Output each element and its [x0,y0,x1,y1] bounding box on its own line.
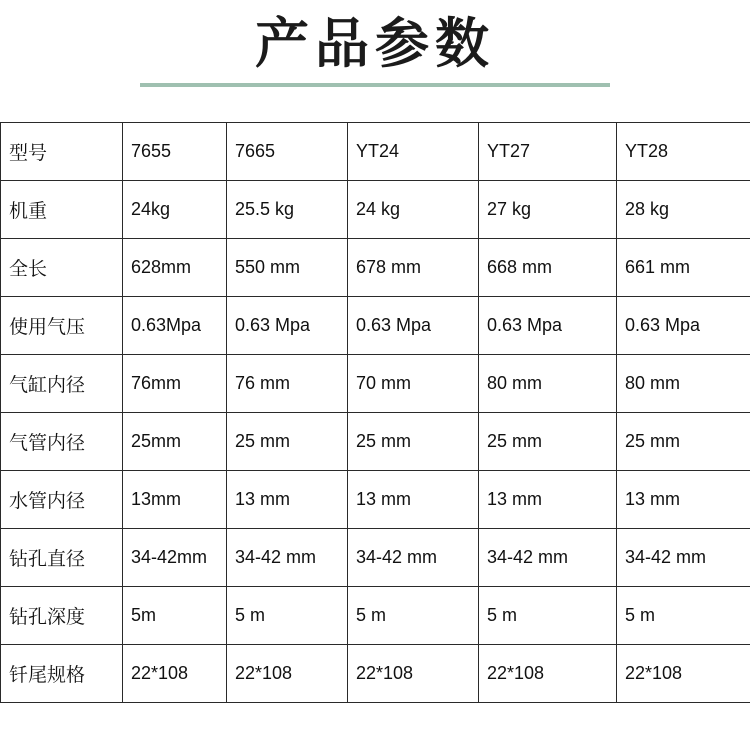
row-label: 钎尾规格 [1,645,123,703]
table-cell: 22*108 [123,645,227,703]
table-cell: 661 mm [617,239,750,297]
table-cell: 27 kg [479,181,617,239]
table-cell: 5 m [617,587,750,645]
table-cell: 5 m [348,587,479,645]
table-cell: 34-42 mm [348,529,479,587]
row-label: 全长 [1,239,123,297]
table-cell: YT28 [617,123,750,181]
spec-table-body [1,123,750,703]
table-cell: 25.5 kg [227,181,348,239]
table-cell: 0.63 Mpa [479,297,617,355]
table-cell: 34-42mm [123,529,227,587]
table-cell: 678 mm [348,239,479,297]
table-cell: 668 mm [479,239,617,297]
table-cell: 76mm [123,355,227,413]
row-label: 气缸内径 [1,355,123,413]
page-header [0,0,750,87]
table-cell: 7655 [123,123,227,181]
table-cell: 5 m [479,587,617,645]
table-row [1,123,750,181]
table-cell: 34-42 mm [617,529,750,587]
table-cell: 13 mm [479,471,617,529]
table-cell: YT27 [479,123,617,181]
row-label: 型号 [1,123,123,181]
table-cell: 28 kg [617,181,750,239]
row-label: 水管内径 [1,471,123,529]
table-cell: 0.63 Mpa [227,297,348,355]
table-cell: 22*108 [479,645,617,703]
table-cell: 7665 [227,123,348,181]
table-row [1,471,750,529]
spec-table-container [0,122,750,703]
table-row [1,413,750,471]
table-cell: 24kg [123,181,227,239]
row-label: 钻孔深度 [1,587,123,645]
table-row [1,645,750,703]
title-underline [140,83,610,87]
row-label: 使用气压 [1,297,123,355]
table-row [1,529,750,587]
table-cell: 25 mm [479,413,617,471]
row-label: 气管内径 [1,413,123,471]
table-cell: 13 mm [617,471,750,529]
table-cell: 80 mm [617,355,750,413]
table-cell: 628mm [123,239,227,297]
table-row [1,355,750,413]
table-cell: 13mm [123,471,227,529]
page-title: 产品参数 [255,12,495,75]
row-label: 机重 [1,181,123,239]
table-cell: 550 mm [227,239,348,297]
table-cell: 25 mm [617,413,750,471]
table-cell: 25 mm [348,413,479,471]
table-row [1,181,750,239]
table-cell: 0.63 Mpa [348,297,479,355]
table-cell: 5m [123,587,227,645]
table-cell: 22*108 [348,645,479,703]
table-cell: 70 mm [348,355,479,413]
table-cell: 25mm [123,413,227,471]
spec-table [0,122,750,703]
table-row [1,297,750,355]
table-cell: 34-42 mm [227,529,348,587]
table-cell: 13 mm [348,471,479,529]
row-label: 钻孔直径 [1,529,123,587]
table-row [1,239,750,297]
table-cell: 5 m [227,587,348,645]
table-cell: YT24 [348,123,479,181]
table-cell: 34-42 mm [479,529,617,587]
table-cell: 22*108 [227,645,348,703]
table-cell: 80 mm [479,355,617,413]
table-row [1,587,750,645]
table-cell: 22*108 [617,645,750,703]
table-cell: 0.63 Mpa [617,297,750,355]
table-cell: 0.63Mpa [123,297,227,355]
table-cell: 25 mm [227,413,348,471]
table-cell: 76 mm [227,355,348,413]
table-cell: 24 kg [348,181,479,239]
table-cell: 13 mm [227,471,348,529]
